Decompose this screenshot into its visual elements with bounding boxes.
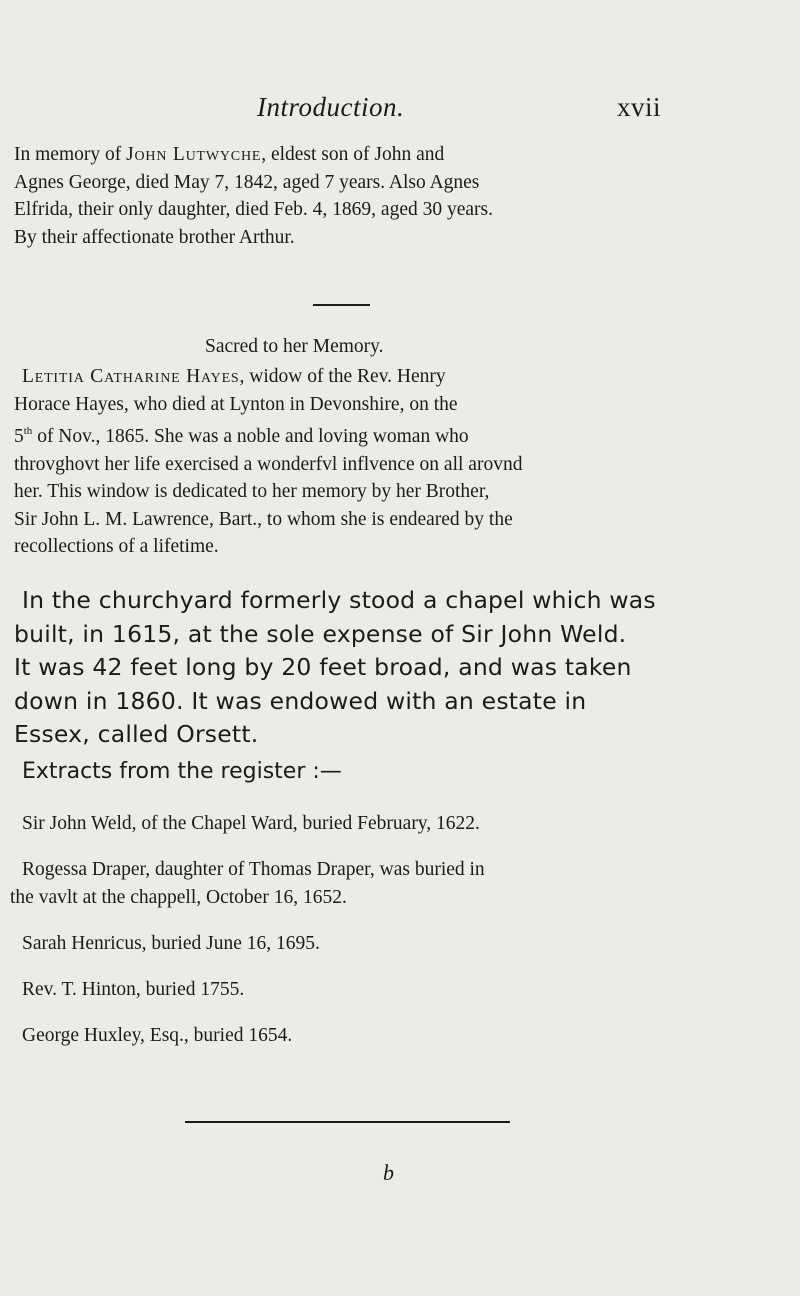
register-entry: Sarah Henricus, buried June 16, 1695. bbox=[22, 933, 320, 954]
memorial-heading: Sacred to her Memory. bbox=[205, 336, 384, 357]
text-line: Sir John L. M. Lawrence, Bart., to whom she is endeared by the bbox=[14, 508, 513, 530]
running-header bbox=[0, 92, 800, 128]
running-title: Introduction. bbox=[257, 92, 405, 122]
register-entry: George Huxley, Esq., buried 1654. bbox=[22, 1025, 293, 1046]
register-entry: Rev. T. Hinton, buried 1755. bbox=[22, 979, 245, 1000]
text-line: down in 1860. It was endowed with an estate in bbox=[14, 686, 587, 715]
section-divider bbox=[313, 304, 370, 306]
register-entry: Sir John Weld, of the Chapel Ward, buried February, 1622. bbox=[22, 813, 480, 834]
text-line: Elfrida, their only daughter, died Feb. 4, 1869, aged 30 years. bbox=[14, 199, 494, 220]
name-smallcaps: John Lutwyche bbox=[126, 144, 262, 165]
text-line: built, in 1615, at the sole expense of Sir John Weld. bbox=[14, 619, 627, 648]
text-line: Horace Hayes, who died at Lynton in Devonshire, on the bbox=[14, 393, 458, 415]
text-line: It was 42 feet long by 20 feet broad, and was taken bbox=[14, 653, 632, 681]
text-line: throvghovt her life exercised a wonderfvl inflvence on all arovnd bbox=[14, 453, 523, 475]
text-line: Letitia Catharine Hayes, widow of the Rev. Henry bbox=[22, 366, 446, 387]
page-number: xvii bbox=[617, 92, 662, 122]
text-line: recollections of a lifetime. bbox=[14, 536, 219, 557]
register-entry: the vavlt at the chappell, October 16, 1652. bbox=[10, 887, 347, 908]
text-line: 5th of Nov., 1865. She was a noble and loving woman who bbox=[14, 425, 469, 447]
text-line: In memory of John Lutwyche, eldest son of John and bbox=[14, 144, 445, 165]
register-heading: Extracts from the register :— bbox=[22, 759, 342, 784]
text-line: In the churchyard formerly stood a chapel which was bbox=[22, 586, 656, 614]
text-line: her. This window is dedicated to her memory by her Brother, bbox=[14, 481, 490, 502]
chapel-paragraph bbox=[14, 584, 660, 752]
register-entry: Rogessa Draper, daughter of Thomas Draper, was buried in bbox=[22, 859, 485, 880]
end-rule bbox=[185, 1121, 510, 1123]
memorial-hayes bbox=[14, 363, 660, 561]
text-line: Agnes George, died May 7, 1842, aged 7 years. Also Agnes bbox=[14, 171, 480, 193]
text-line: By their affectionate brother Arthur. bbox=[14, 226, 295, 248]
name-smallcaps: Letitia Catharine Hayes bbox=[22, 366, 240, 387]
signature-mark: b bbox=[383, 1160, 394, 1185]
text-line: Essex, called Orsett. bbox=[14, 720, 259, 748]
memorial-lutwyche bbox=[14, 141, 660, 251]
